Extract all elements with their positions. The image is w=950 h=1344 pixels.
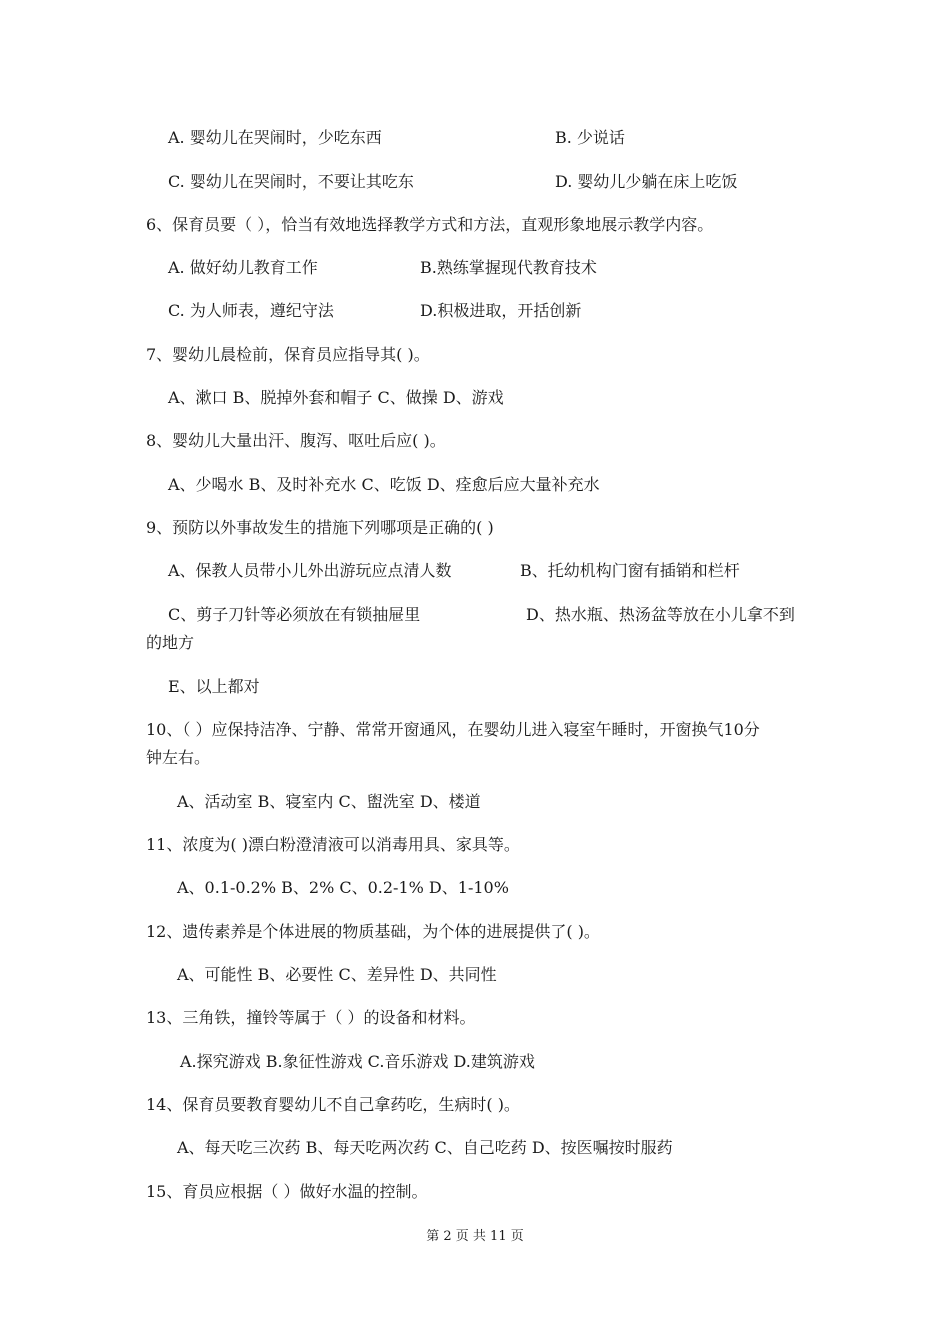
q11-options: A、0.1-0.2% B、2% C、0.2-1% D、1-10% [177,878,509,897]
q11-stem: 11、浓度为( )漂白粉澄清液可以消毒用具、家具等。 [146,835,520,854]
q10-stem-continued: 钟左右。 [146,748,211,767]
q6-option-a: A. 做好幼儿教育工作 [168,258,318,277]
q5-option-d: D. 婴幼儿少躺在床上吃饭 [555,172,738,191]
q7-options: A、漱口 B、脱掉外套和帽子 C、做操 D、游戏 [168,388,504,407]
q9-option-c: C、剪子刀针等必须放在有锁抽屉里 [168,605,421,624]
q8-stem: 8、婴幼儿大量出汗、腹泻、呕吐后应( )。 [146,431,446,450]
q10-options: A、活动室 B、寝室内 C、盥洗室 D、楼道 [177,792,481,811]
q13-stem: 13、三角铁，撞铃等属于（ ）的设备和材料。 [146,1008,476,1027]
q5-option-b: B. 少说话 [555,128,625,147]
q5-option-a: A. 婴幼儿在哭闹时，少吃东西 [168,128,382,147]
q6-option-d: D.积极进取，开括创新 [420,301,582,320]
q10-stem: 10、（ ）应保持洁净、宁静、常常开窗通风，在婴幼儿进入寝室午睡时，开窗换气10分 [146,720,760,739]
q7-stem: 7、婴幼儿晨检前，保育员应指导其( )。 [146,345,430,364]
q8-options: A、少喝水 B、及时补充水 C、吃饭 D、痊愈后应大量补充水 [168,475,600,494]
q5-option-c: C. 婴幼儿在哭闹时，不要让其吃东 [168,172,414,191]
q12-options: A、可能性 B、必要性 C、差异性 D、共同性 [177,965,497,984]
q9-option-a: A、保教人员带小儿外出游玩应点清人数 [168,561,452,580]
q9-option-e: E、以上都对 [168,677,260,696]
q12-stem: 12、遗传素养是个体进展的物质基础，为个体的进展提供了( )。 [146,922,600,941]
page-footer: 第 2 页 共 11 页 [426,1229,524,1244]
q14-stem: 14、保育员要教育婴幼儿不自己拿药吃，生病时( )。 [146,1095,520,1114]
q14-options: A、每天吃三次药 B、每天吃两次药 C、自己吃药 D、按医嘱按时服药 [177,1138,673,1157]
q9-option-d: D、热水瓶、热汤盆等放在小儿拿不到 [526,605,795,624]
q15-stem: 15、育员应根据（ ）做好水温的控制。 [146,1182,428,1201]
q9-option-b: B、托幼机构门窗有插销和栏杆 [520,561,740,580]
q6-option-b: B.熟练掌握现代教育技术 [420,258,597,277]
q9-stem: 9、预防以外事故发生的措施下列哪项是正确的( ) [146,518,494,537]
q6-stem: 6、保育员要（ ），恰当有效地选择教学方式和方法，直观形象地展示教学内容。 [146,215,714,234]
q6-option-c: C. 为人师表，遵纪守法 [168,301,334,320]
q9-option-d-continued: 的地方 [146,633,195,652]
q13-options: A.探究游戏 B.象征性游戏 C.音乐游戏 D.建筑游戏 [180,1052,535,1071]
